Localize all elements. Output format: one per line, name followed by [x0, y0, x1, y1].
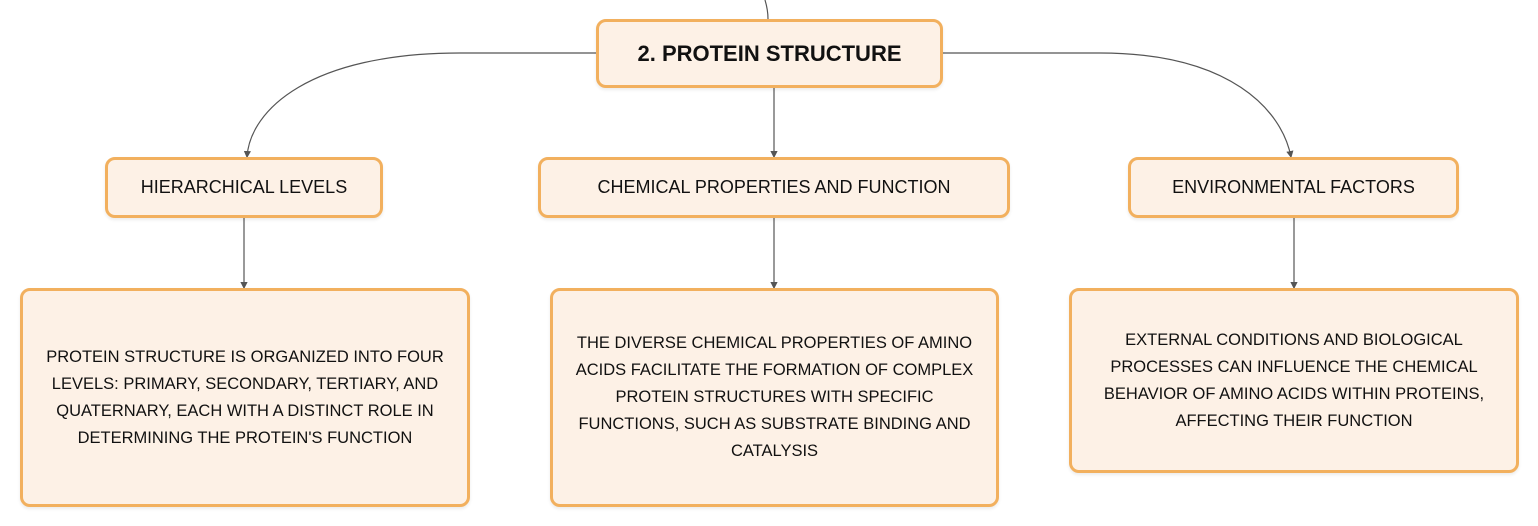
branch-node-hierarchical-levels[interactable]: [105, 157, 383, 218]
root-node-label: 2. PROTEIN STRUCTURE: [637, 40, 902, 66]
leaf-node-text: EXTERNAL CONDITIONS AND BIOLOGICAL PROCESSES CAN INFLUENCE THE CHEMICAL BEHAVIOR OF AMINO ACIDS WITHIN PROTEINS, AFFECTING THEIR FUNCTION: [1103, 330, 1485, 430]
leaf-node-hierarchical-levels-detail[interactable]: [20, 288, 470, 507]
branch-node-label: ENVIRONMENTAL FACTORS: [1172, 177, 1415, 197]
leaf-node-text: PROTEIN STRUCTURE IS ORGANIZED INTO FOUR LEVELS: PRIMARY, SECONDARY, TERTIARY, AND QUATERNARY, EACH WITH A DISTINCT ROLE IN DETERMINING THE PROTEIN'S FUNCTION: [46, 347, 444, 447]
incoming-connector: [765, 0, 768, 19]
branch-node-environmental-factors[interactable]: [1128, 157, 1459, 218]
leaf-node-text: THE DIVERSE CHEMICAL PROPERTIES OF AMINO ACIDS FACILITATE THE FORMATION OF COMPLEX PROTEIN STRUCTURES WITH SPECIFIC FUNCTIONS, SUCH AS SUBSTRATE BINDING AND CATALYSIS: [575, 334, 974, 460]
root-node[interactable]: [596, 19, 943, 88]
leaf-node-chemical-properties-detail[interactable]: [550, 288, 999, 507]
connector-root-to-branch-3: [943, 53, 1291, 157]
branch-node-chemical-properties[interactable]: [538, 157, 1010, 218]
branch-node-label: CHEMICAL PROPERTIES AND FUNCTION: [597, 177, 951, 197]
branch-node-label: HIERARCHICAL LEVELS: [140, 177, 348, 197]
leaf-node-environmental-factors-detail[interactable]: [1069, 288, 1519, 473]
connector-root-to-branch-1: [247, 53, 596, 157]
